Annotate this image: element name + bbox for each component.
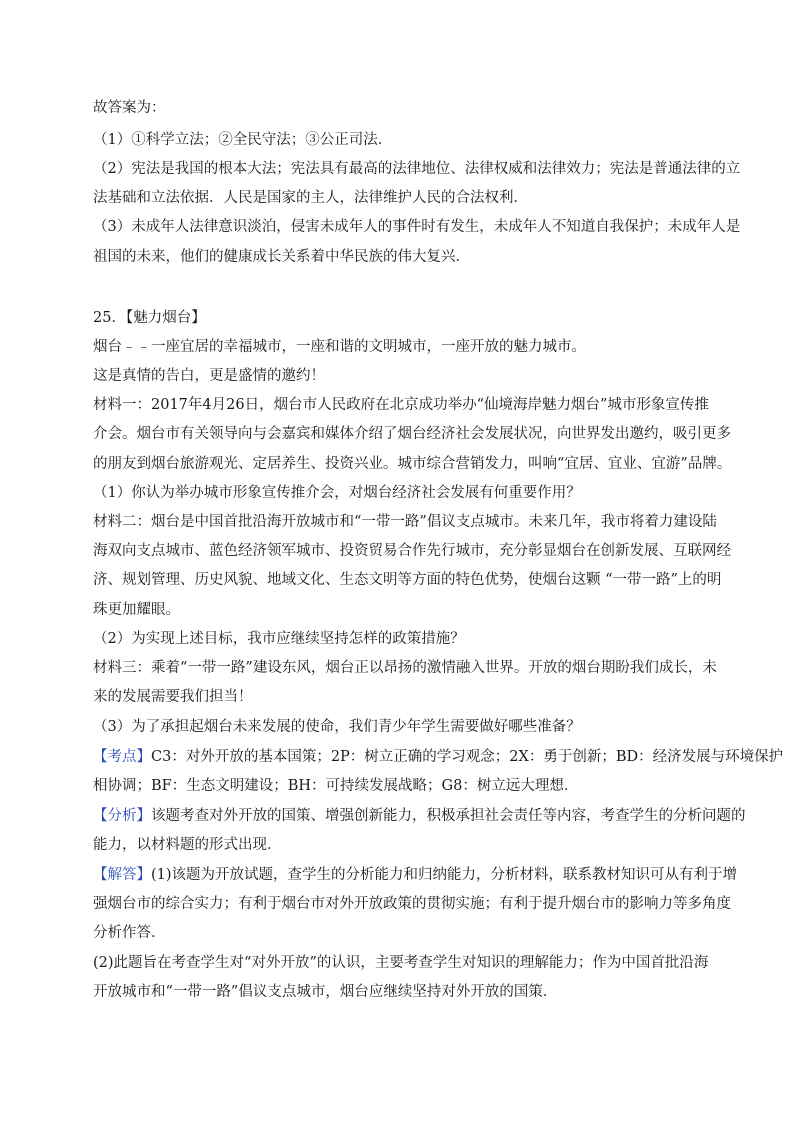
fenxi-text-1: 该题考查对外开放的国策、增强创新能力，积极承担社会责任等内容，考查学生的分析问题的 [151, 808, 746, 824]
fenxi-tag: 【分析】 [93, 808, 151, 824]
material1-line-1: 材料一：2017年4月26日，烟台市人民政府在北京成功举办“仙境海岸魅力烟台”城市形象宣传推 [93, 397, 709, 413]
answer-line-1: （1）①科学立法；②全民守法；③公正司法． [93, 132, 393, 148]
kaodian-text-1: C3：对外开放的基本国策；2P：树立正确的学习观念；2X：勇于创新；BD：经济发展与环境保护 [151, 749, 784, 765]
material2-line-3: 济、规划管理、历史风貌、地域文化、生态文明等方面的特色优势，使烟台这颗 “一带一路”上的明 [93, 572, 722, 588]
material2-line-1: 材料二：烟台是中国首批沿海开放城市和“一带一路”倡议支点城市。未来几年，我市将着力建设陆 [93, 514, 717, 530]
material2-line-2: 海双向支点城市、蓝色经济领军城市、投资贸易合作先行城市，充分彰显烟台在创新发展、互联网经 [93, 543, 731, 559]
fenxi-line-2: 能力，以材料题的形式出现． [93, 837, 282, 853]
jieda-line-1 [93, 865, 738, 885]
material3-line-1: 材料三：乘着“一带一路”建设东风，烟台正以昂扬的激情融入世界。开放的烟台期盼我们成长，未 [93, 660, 717, 676]
question-2: （2）为实现上述目标，我市应继续坚持怎样的政策措施？ [93, 631, 465, 647]
kaodian-line-2: 相协调；BF：生态文明建设；BH：可持续发展战略；G8：树立远大理想． [93, 778, 579, 794]
fenxi-line-1 [93, 806, 746, 826]
kaodian-tag: 【考点】 [93, 749, 151, 765]
jieda-tag: 【解答】 [93, 867, 151, 883]
material1-line-2: 介会。烟台市有关领导向与会嘉宾和媒体介绍了烟台经济社会发展状况，向世界发出邀约，吸引更多 [93, 426, 731, 442]
material2-line-4: 珠更加耀眼。 [93, 602, 180, 618]
jieda-line-2: 强烟台市的综合实力；有利于烟台市对外开放政策的贯彻实施；有利于提升烟台市的影响力等多角度 [93, 896, 731, 912]
answer-line-4: （3）未成年人法律意识淡泊，侵害未成年人的事件时有发生，未成年人不知道自我保护；未成年人是 [93, 219, 741, 235]
answer-line-3: 法基础和立法依据．人民是国家的主人，法律维护人民的合法权利． [93, 190, 528, 206]
jieda-line-5: 开放城市和“一带一路”倡议支点城市，烟台应继续坚持对外开放的国策． [93, 984, 558, 1000]
question-1: （1）你认为举办城市形象宣传推介会，对烟台经济社会发展有何重要作用？ [93, 485, 581, 501]
jieda-line-4: (2)此题旨在考查学生对“对外开放”的认识，主要考查学生对知识的理解能力；作为中国首批沿海 [93, 955, 709, 971]
material3-line-2: 来的发展需要我们担当！ [93, 689, 253, 705]
kaodian-line-1 [93, 747, 784, 767]
answer-line-2: （2）宪法是我国的根本大法；宪法具有最高的法律地位、法律权威和法律效力；宪法是普通法律的立 [93, 161, 741, 177]
question-number-title: 25．【魅力烟台】 [93, 310, 206, 326]
intro-line-2: 这是真情的告白，更是盛情的邀约！ [93, 368, 325, 384]
answer-title: 故答案为： [93, 100, 166, 116]
question-3: （3）为了承担起烟台未来发展的使命，我们青少年学生需要做好哪些准备？ [93, 719, 581, 735]
jieda-line-3: 分析作答． [93, 925, 166, 941]
jieda-text-1: (1)该题为开放试题，查学生的分析能力和归纳能力，分析材料，联系教材知识可从有利于增 [151, 867, 738, 883]
material1-line-3: 的朋友到烟台旅游观光、定居养生、投资兴业。城市综合营销发力，叫响“宜居、宜业、宜游”品牌。 [93, 456, 732, 472]
answer-line-5: 祖国的未来，他们的健康成长关系着中华民族的伟大复兴． [93, 249, 470, 265]
intro-line-1: 烟台﹣﹣一座宜居的幸福城市，一座和谐的文明城市，一座开放的魅力城市。 [93, 339, 586, 355]
